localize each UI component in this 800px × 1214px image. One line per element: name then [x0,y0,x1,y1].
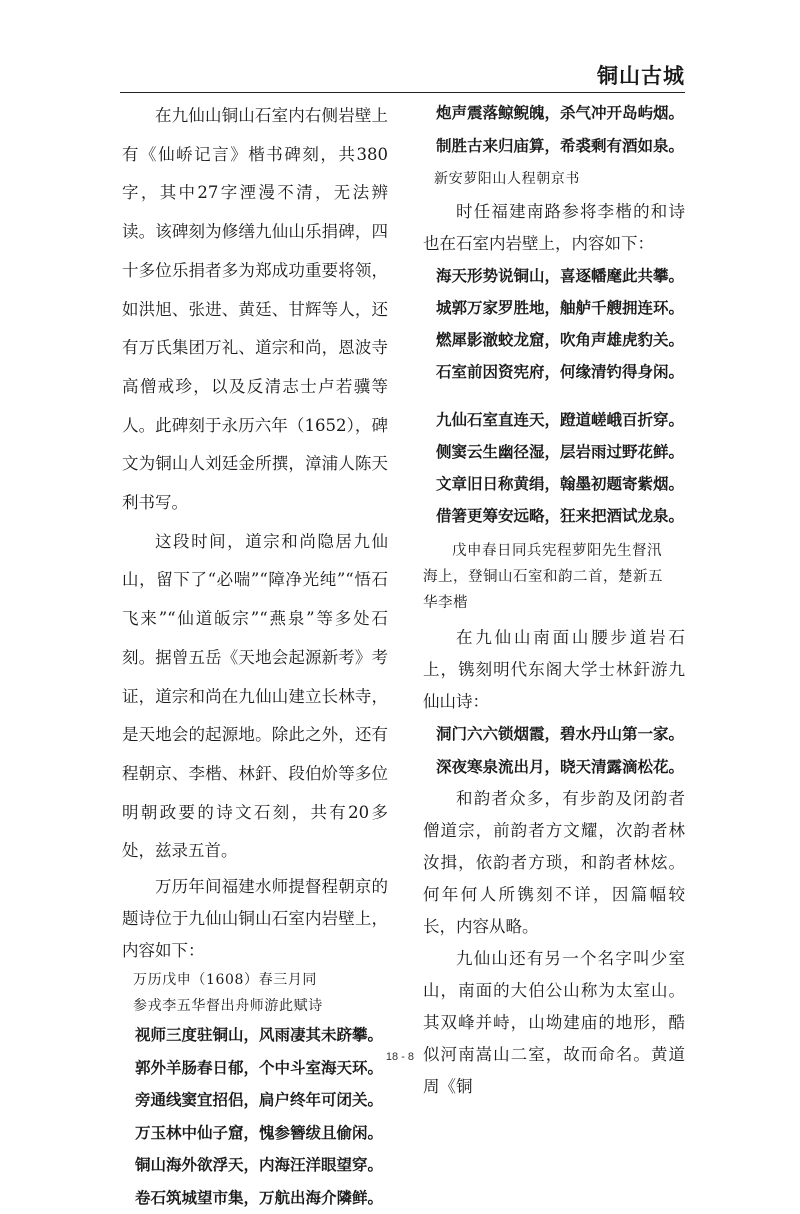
stanza-gap [423,388,685,404]
poem-line: 卷石筑城望市集，万航出海介隣鲜。 [135,1188,384,1207]
poem-line: 视师三度驻铜山，风雨凄其未跻攀。 [135,1026,384,1045]
paragraph-li-kai-intro: 时任福建南路参将李楷的和诗也在石室内岩壁上，内容如下： [423,202,685,253]
poem-li-kai-caption [423,538,685,616]
paragraph-stele: 在九仙山铜山石室内右侧岩壁上有《仙峤记言》楷书碑刻，共380字，其中27字湮漫不清，无法辨读。该碑刻为修缮九仙山乐捐碑，四十多位乐捐者多为郑成功重要将领，如洪旭、张进、黄廷、甘辉等人，还有万氏集团万礼、道宗和尚，恩波寺高僧戒珍，以及反清志士卢若骥等人。此碑刻于永历六年（1652），碑文为铜山人刘廷金所撰，漳浦人陈天利书写。 [122,106,388,513]
poem-line: 洞门六六锁烟霞，碧水丹山第一家。 [436,725,685,743]
right-column [423,97,685,1103]
poem-line: 万玉林中仙子窟，愧参簪绂且偷闲。 [135,1123,384,1142]
caption-line: 海上，登铜山石室和韵二首，楚新五 [423,569,663,585]
poem-line: 海天形势说铜山，喜逐幡麾此共攀。 [436,267,685,285]
paragraph-shaoshi-mountain: 九仙山还有另一个名字叫少室山，南面的大伯公山称为太室山。其双峰并峙，山坳建庙的地形，酷似河南嵩山二室，故而命名。黄道周《铜 [423,949,685,1096]
poem-line: 石室前因资宪府，何缘清钓得身闲。 [436,363,685,381]
poem-line: 侧窦云生幽径湿，层岩雨过野花鲜。 [436,443,685,461]
poem-li-kai-2 [423,404,685,532]
poem-line: 深夜寒泉流出月，晓天清露滴松花。 [436,757,685,776]
caption-line: 华李楷 [423,595,468,611]
left-column [122,97,388,1214]
paragraph-daozong: 这段时间，道宗和尚隐居九仙山，留下了“必喘”“障净光纯”“悟石飞来”“仙道皈宗”“燕泉”等多处石刻。据曾五岳《天地会起源新考》考证，道宗和尚在九仙山建立长林寺，是天地会的起源地。除此之外，还有程朝京、李楷、林釬、段伯炌等多位明朝政要的诗文石刻，共有20多处，兹录五首。 [122,531,388,861]
poem-lin-qian [423,718,685,783]
paragraph-rhyme-responders: 和韵者众多，有步韵及闭韵者僧道宗，前韵者方文耀，次韵者林汝揖，依韵者方琐，和韵者林炫。何年何人所镌刻不详，因篇幅较长，内容从略。 [423,789,685,936]
poem-line: 九仙石室直连天，蹬道嵯峨百折穿。 [436,411,685,429]
poem-line: 炮声震落鲸鲵魄，杀气冲开岛屿烟。 [436,104,685,122]
poem-line: 文章旧日称黄绢，翰墨初题寄紫烟。 [436,475,685,493]
running-header-title: 铜山古城 [597,63,685,88]
poem-line: 燃犀影澈蛟龙窟，吹角声雄虎豹关。 [436,331,685,349]
poem-li-kai-1 [423,260,685,388]
page-number: 18 - 8 [385,1051,415,1063]
poem-line: 铜山海外欲浮天，内海汪洋眼望穿。 [135,1156,384,1175]
poem-line: 制胜古来归庙算，希裘剩有酒如泉。 [436,136,685,155]
paragraph-lin-qian-intro: 在九仙山南面山腰步道岩石上，镌刻明代东阁大学士林釬游九仙山诗： [423,628,685,711]
poem-line: 城郭万家罗胜地，舳舻千艘拥连环。 [436,299,685,317]
poem-cheng-continued [423,97,685,162]
poem-caption-line-1: 万历戊申（1608）春三月同 [133,972,318,989]
poem-cheng [122,1019,388,1214]
poem-line: 旁通线窦宜招侣，扃户终年可闭关。 [135,1091,384,1110]
caption-line: 戊申春日同兵宪程萝阳先生督汛 [452,543,662,559]
poem-line: 郭外羊肠春日郁，个中斗室海天环。 [135,1058,384,1077]
header-rule [120,92,685,93]
poem-line: 借箸更筹安远略，狂来把酒试龙泉。 [436,507,685,525]
paragraph-cheng-intro: 万历年间福建水师提督程朝京的题诗位于九仙山铜山石室内岩壁上，内容如下： [122,877,388,961]
poem-signature: 新安萝阳山人程朝京书 [434,171,580,187]
poem-caption-line-2: 参戎李五华督出舟师游此赋诗 [133,998,323,1015]
